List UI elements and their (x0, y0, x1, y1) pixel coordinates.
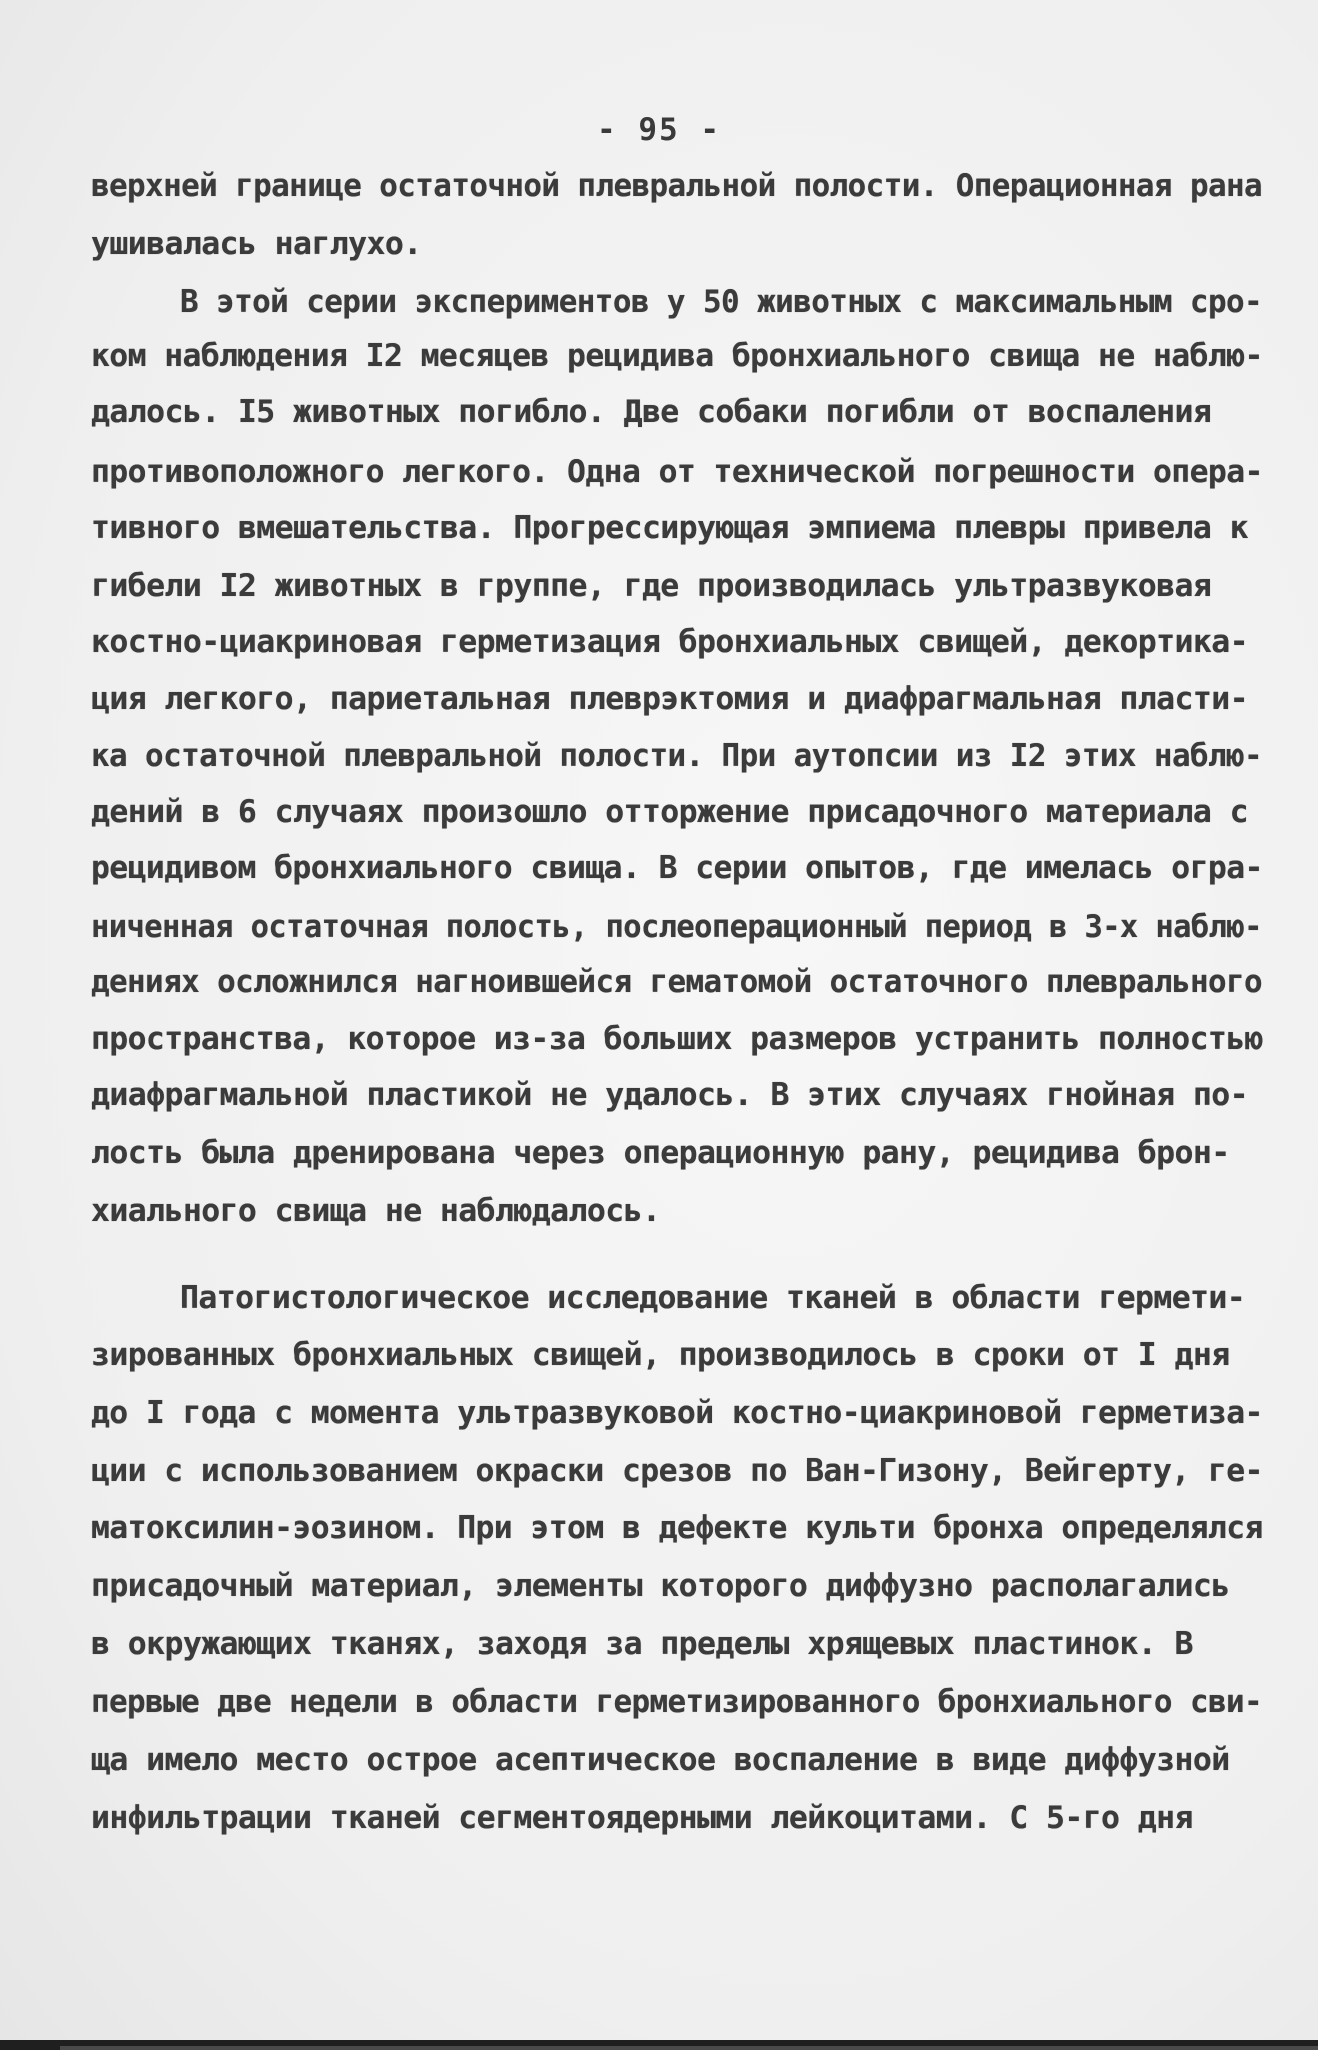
text-line: зированных бронхиальных свищей, производилось в сроки от I дня (91, 1337, 1230, 1373)
text-line: ции с использованием окраски срезов по Ван-Гизону, Вейгерту, ге- (91, 1453, 1263, 1489)
scan-edge-shadow (60, 2046, 1318, 2050)
text-line: костно-циакриновая герметизация бронхиальных свищей, декортика- (91, 624, 1248, 660)
text-line: матоксилин-эозином. При этом в дефекте культи бронха определялся (91, 1510, 1263, 1546)
page-number: - 95 - (597, 112, 721, 148)
text-line: тивного вмешательства. Прогрессирующая эмпиема плевры привела к (91, 510, 1248, 546)
text-line: В этой серии экспериментов у 50 животных с максимальным сро- (180, 284, 1263, 320)
text-line: ка остаточной плевральной полости. При аутопсии из I2 этих наблю- (91, 738, 1263, 774)
text-line: рецидивом бронхиального свища. В серии опытов, где имелась огра- (91, 850, 1263, 886)
text-line: ушивалась наглухо. (91, 226, 422, 262)
text-line: до I года с момента ультразвуковой костно-циакриновой герметиза- (91, 1395, 1263, 1431)
text-line: ция легкого, париетальная плеврэктомия и диафрагмальная пласти- (91, 681, 1248, 717)
text-line: хиального свища не наблюдалось. (91, 1193, 661, 1229)
text-line: ниченная остаточная полость, послеоперационный период в 3-х наблю- (91, 909, 1262, 945)
text-line: присадочный материал, элементы которого диффузно располагались (91, 1568, 1230, 1604)
text-line: в окружающих тканях, заходя за пределы хрящевых пластинок. В (91, 1626, 1193, 1662)
text-line: противоположного легкого. Одна от технической погрешности опера- (91, 454, 1263, 490)
text-line: ком наблюдения I2 месяцев рецидива бронхиального свища не наблю- (91, 338, 1263, 374)
text-line: первые две недели в области герметизированного бронхиального сви- (91, 1684, 1263, 1720)
text-line: диафрагмальной пластикой не удалось. В этих случаях гнойная по- (91, 1077, 1248, 1113)
text-line: лость была дренирована через операционную рану, рецидива брон- (91, 1135, 1230, 1171)
text-line: Патогистологическое исследование тканей в области гермети- (180, 1280, 1246, 1316)
text-line: гибели I2 животных в группе, где производилась ультразвуковая (91, 568, 1212, 604)
text-line: пространства, которое из-за больших размеров устранить полностью (91, 1021, 1263, 1057)
text-line: ща имело место острое асептическое воспаление в виде диффузной (91, 1742, 1230, 1778)
text-line: верхней границе остаточной плевральной полости. Операционная рана (91, 168, 1263, 204)
text-line: инфильтрации тканей сегментоядерными лейкоцитами. С 5-го дня (91, 1800, 1193, 1836)
text-line: далось. I5 животных погибло. Две собаки погибли от воспаления (91, 394, 1212, 430)
text-line: дениях осложнился нагноившейся гематомой остаточного плеврального (91, 964, 1263, 1000)
text-line: дений в 6 случаях произошло отторжение присадочного материала с (91, 794, 1248, 830)
